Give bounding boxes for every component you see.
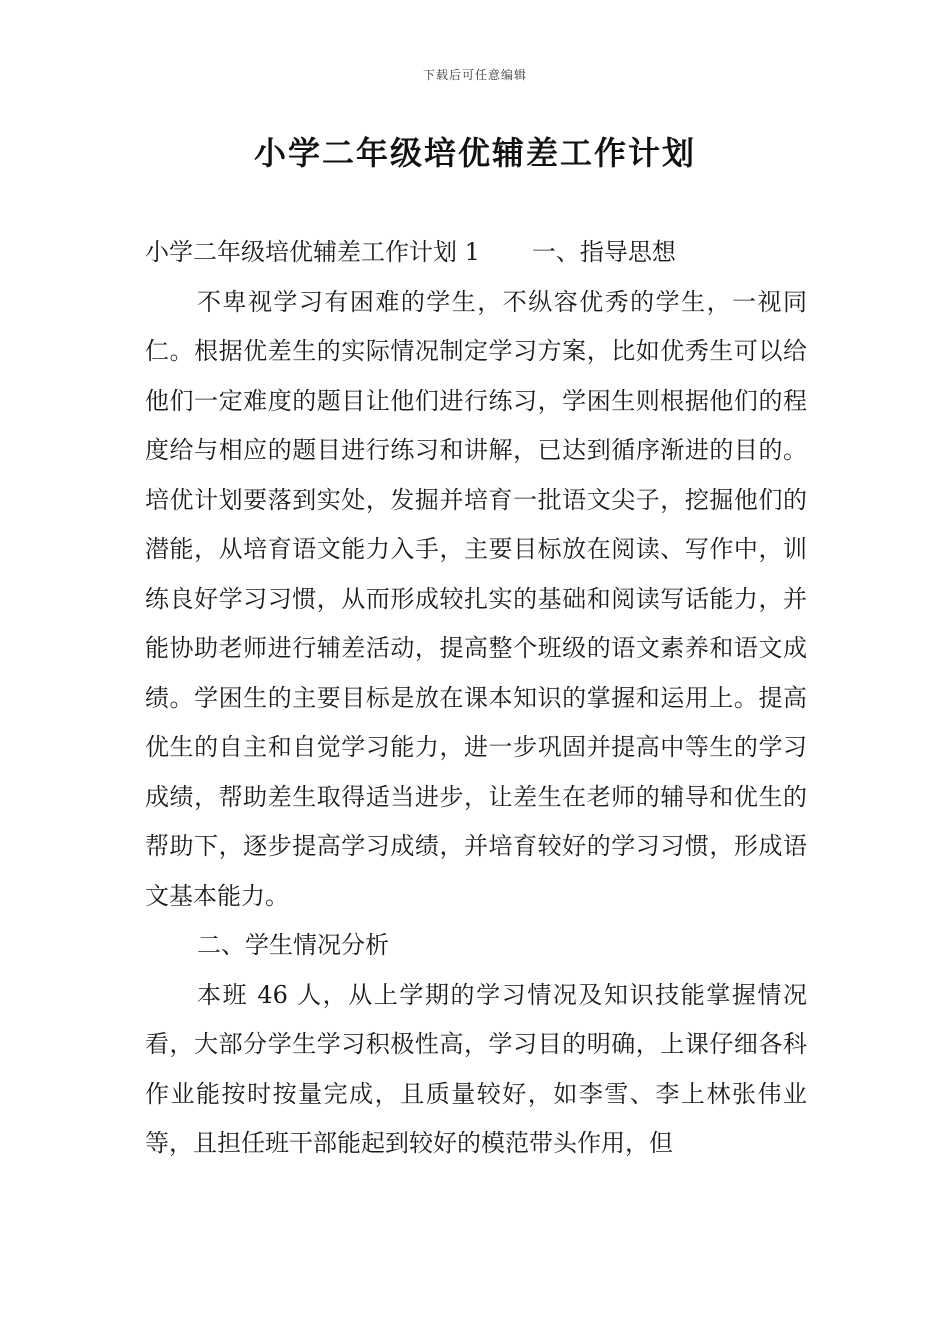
document-body — [145, 228, 807, 1169]
header-note: 下载后可任意编辑 — [422, 68, 527, 82]
subtitle-line — [145, 228, 807, 278]
document-title: 小学二年级培优辅差工作计划 — [253, 134, 696, 172]
subtitle: 小学二年级培优辅差工作计划 1 — [145, 238, 480, 266]
section2-paragraph: 本班 46 人，从上学期的学习情况及知识技能掌握情况看，大部分学生学习积极性高，学习目的明确，上课仔细各科作业能按时按量完成，且质量较好，如李雪、李上林张伟业等，且担任班干部能起到较好的模范带头作用，但 — [145, 980, 807, 1157]
section2-heading: 二、学生情况分析 — [197, 931, 389, 959]
section1-paragraph: 不卑视学习有困难的学生，不纵容优秀的学生，一视同仁。根据优差生的实际情况制定学习方案，比如优秀生可以给他们一定难度的题目让他们进行练习，学困生则根据他们的程度给与相应的题目进行练习和讲解，已达到循序渐进的目的。培优计划要落到实处，发掘并培育一批语文尖子，挖掘他们的潜能，从培育语文能力入手，主要目标放在阅读、写作中，训练良好学习习惯，从而形成较扎实的基础和阅读写话能力，并能协助老师进行辅差活动，提高整个班级的语文素养和语文成绩。学困生的主要目标是放在课本知识的掌握和运用上。提高优生的自主和自觉学习能力，进一步巩固并提高中等生的学习成绩，帮助差生取得适当进步，让差生在老师的辅导和优生的帮助下，逐步提高学习成绩，并培育较好的学习习惯，形成语文基本能力。 — [145, 287, 807, 910]
section1-heading: 一、指导思想 — [531, 238, 676, 266]
